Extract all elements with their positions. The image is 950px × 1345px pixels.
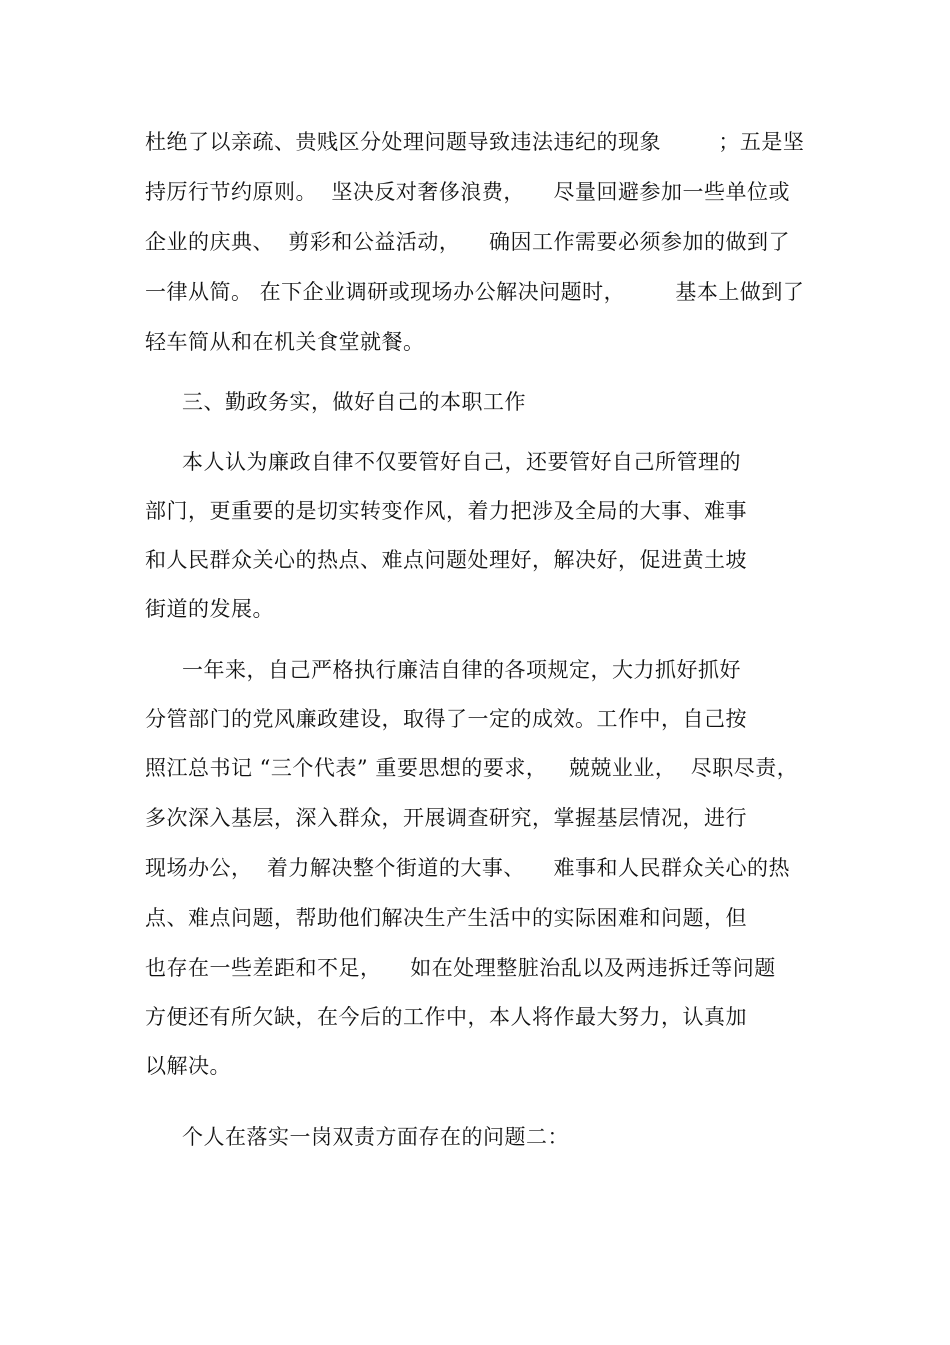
section-heading: 个人在落实一岗双责方面存在的问题二： — [182, 1125, 569, 1149]
text-line: 多次深入基层，深入群众，开展调查研究，掌握基层情况，进行 — [145, 806, 747, 830]
text-line: 现场办公， 着力解决整个街道的大事、 难事和人民群众关心的热 — [145, 856, 791, 880]
text-line: 以解决。 — [145, 1054, 231, 1078]
text-line: 轻车简从和在机关食堂就餐。 — [145, 330, 425, 354]
section-heading: 三、勤政务实，做好自己的本职工作 — [182, 390, 526, 414]
text-line: 一律从简。 在下企业调研或现场办公解决问题时， 基本上做到了 — [145, 280, 805, 304]
text-line: 照江总书记 “三个代表” 重要思想的要求， 兢兢业业， 尽职尽责， — [145, 756, 799, 780]
text-line: 分管部门的党风廉政建设，取得了一定的成效。工作中，自己按 — [145, 707, 747, 731]
text-line: 一年来，自己严格执行廉洁自律的各项规定，大力抓好抓好 — [182, 658, 741, 682]
text-line: 本人认为廉政自律不仅要管好自己，还要管好自己所管理的 — [182, 450, 741, 474]
text-line: 企业的庆典、 剪彩和公益活动， 确因工作需要必须参加的做到了 — [145, 230, 791, 254]
text-line: 方便还有所欠缺，在今后的工作中，本人将作最大努力，认真加 — [145, 1005, 747, 1029]
text-line: 部门，更重要的是切实转变作风，着力把涉及全局的大事、难事 — [145, 499, 747, 523]
text-line: 也存在一些差距和不足， 如在处理整脏治乱以及两违拆迁等问题 — [145, 956, 776, 980]
text-line: 点、难点问题，帮助他们解决生产生活中的实际困难和问题，但 — [145, 906, 747, 930]
text-line: 和人民群众关心的热点、难点问题处理好，解决好，促进黄土坡 — [145, 548, 747, 572]
text-line: 街道的发展。 — [145, 597, 274, 621]
text-line: 持厉行节约原则。 坚决反对奢侈浪费， 尽量回避参加一些单位或 — [145, 180, 791, 204]
text-line: 杜绝了以亲疏、贵贱区分处理问题导致违法违纪的现象 ；五是坚 — [145, 130, 805, 154]
